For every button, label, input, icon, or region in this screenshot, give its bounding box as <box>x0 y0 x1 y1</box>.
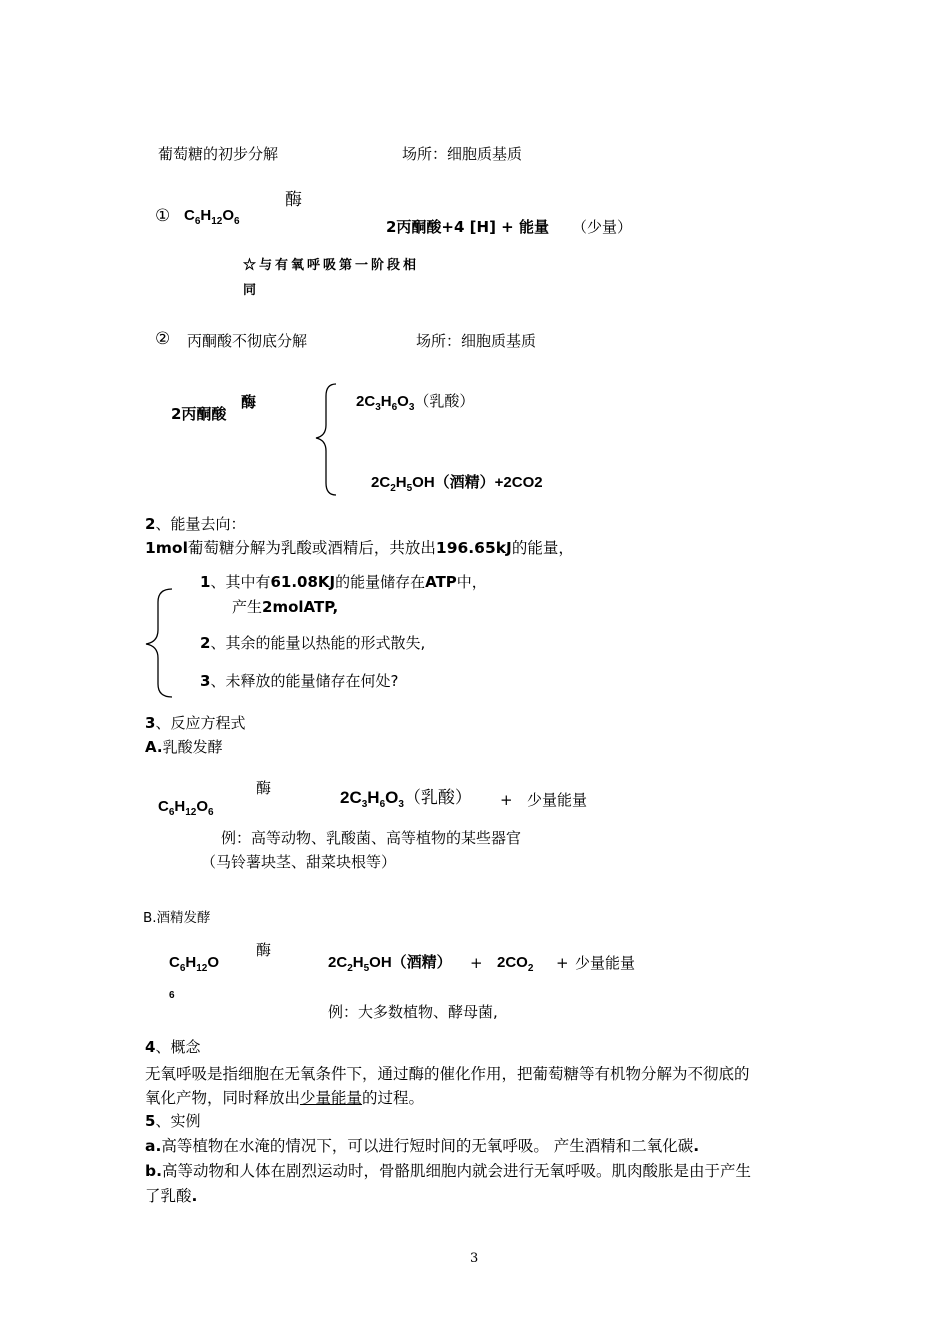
sec2-title: 丙酮酸不彻底分解 <box>187 332 308 350</box>
eq-b-reactant-subscript: 6 <box>169 990 175 1001</box>
energy-item-1-line2: 产生2molATP, <box>232 598 339 616</box>
sec1-reactant-glucose: $C_6H_{12}O_6$ <box>184 207 240 227</box>
eq-b-reactant-glucose: $C_6H_{12}O$ <box>169 954 220 974</box>
eq-heading: 3、反应方程式 <box>145 714 246 732</box>
sec2-product-lactic-acid: $2C_3H_6O_3$（乳酸） <box>356 393 475 413</box>
sec2-reactant: 2丙酮酸 <box>171 405 227 423</box>
sec1-number: ① <box>155 206 171 226</box>
sec1-place: 场所：细胞质基质 <box>402 145 523 163</box>
energy-heading: 2、能量去向： <box>145 515 246 533</box>
examples-b: b.高等动物和人体在剧烈运动时，骨骼肌细胞内就会进行无氧呼吸。肌肉酸胀是由于产生 <box>145 1162 751 1180</box>
page-number: 3 <box>470 1251 479 1266</box>
eq-b-title: B.酒精发酵 <box>143 910 211 926</box>
eq-b-enzyme: 酶 <box>256 941 272 959</box>
eq-a-product-lactic-acid: $2C_3H_6O_3$（乳酸） <box>340 788 472 810</box>
energy-item-3: 3、未释放的能量储存在何处? <box>200 672 399 690</box>
examples-b-line2: 了乳酸. <box>145 1187 198 1205</box>
sec2-enzyme: 酶 <box>241 393 257 411</box>
eq-b-example: 例：大多数植物、酵母菌, <box>328 1003 498 1021</box>
sec1-products: 2丙酮酸+4 [H] + 能量 <box>386 218 549 236</box>
concept-line-2: 氧化产物，同时释放出少量能量的过程。 <box>145 1089 425 1107</box>
eq-a-enzyme: 酶 <box>256 779 272 797</box>
brace-energy-items <box>146 589 172 697</box>
examples-a: a.高等植物在水淹的情况下，可以进行短时间的无氧呼吸。 产生酒精和二氧化碳. <box>145 1137 700 1155</box>
sec1-title: 葡萄糖的初步分解 <box>158 145 279 163</box>
sec1-note-line1: ☆与有氧呼吸第一阶段相 <box>243 258 420 273</box>
eq-a-example: 例：高等动物、乳酸菌、高等植物的某些器官 <box>221 829 522 847</box>
sec1-enzyme: 酶 <box>285 190 302 210</box>
eq-a-energy: 少量能量 <box>527 791 588 809</box>
eq-a-plus: + <box>500 791 513 809</box>
eq-b-plus-1: + <box>470 954 483 972</box>
sec2-place: 场所：细胞质基质 <box>416 332 537 350</box>
energy-item-1: 1、其中有61.08KJ的能量储存在ATP中， <box>200 573 487 591</box>
energy-summary: 1mol葡萄糖分解为乳酸或酒精后，共放出196.65kJ的能量， <box>145 539 574 557</box>
eq-a-reactant-glucose: $C_6H_{12}O_6$ <box>158 798 214 818</box>
brace-sec2-products <box>316 384 336 495</box>
sec1-note-line2: 同 <box>243 283 257 298</box>
energy-item-2: 2、其余的能量以热能的形式散失, <box>200 634 426 652</box>
eq-a-example-detail: （马铃薯块茎、甜菜块根等） <box>201 853 397 871</box>
eq-b-product-co2: $2CO_2$ <box>497 954 534 974</box>
sec2-product-alcohol: $2C_2H_5OH$（酒精）+2CO2 <box>371 474 543 494</box>
eq-b-plus-2: + <box>556 954 569 972</box>
examples-heading: 5、实例 <box>145 1112 201 1130</box>
eq-b-product-alcohol: $2C_2H_5OH$（酒精） <box>328 954 452 974</box>
sec1-amount: （少量） <box>572 218 633 236</box>
concept-heading: 4、概念 <box>145 1038 201 1056</box>
sec2-number: ② <box>155 329 171 349</box>
eq-b-energy: 少量能量 <box>575 954 636 972</box>
eq-a-title: A.乳酸发酵 <box>145 738 223 756</box>
concept-line-1: 无氧呼吸是指细胞在无氧条件下，通过酶的催化作用，把葡萄糖等有机物分解为不彻底的 <box>145 1065 750 1083</box>
